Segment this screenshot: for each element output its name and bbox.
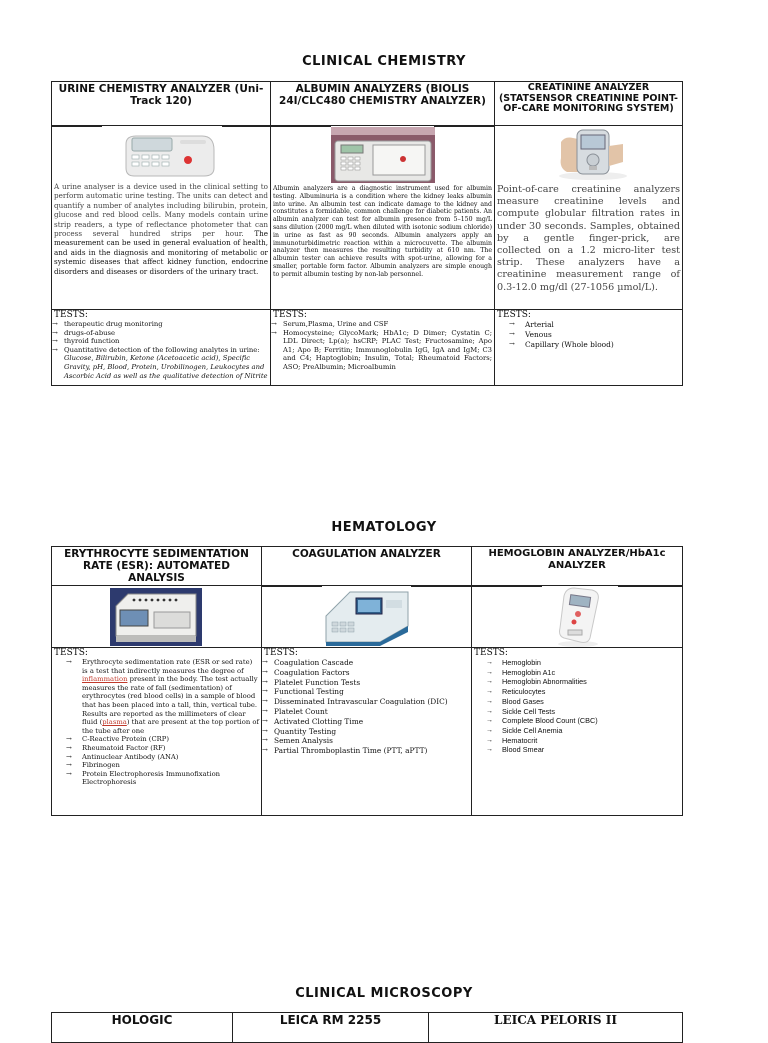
list-item: → Quantity Testing	[262, 727, 469, 737]
creatinine-analyzer-heading: CREATININE ANALYZER (STATSENSOR CREATININE POINT-OF-CARE MONITORING SYSTEM)	[498, 82, 679, 114]
coagulation-analyzer-image	[320, 586, 414, 646]
list-item: → Sickle Cell Anemia	[472, 726, 680, 736]
coagulation-tests-list	[262, 658, 471, 756]
header-cell-hologic	[52, 1013, 233, 1043]
esr-text-part3: ) that are present at the top portion of the tube after one	[82, 718, 259, 735]
list-item: → Venous	[495, 330, 680, 340]
section-title-hematology: HEMATOLOGY	[331, 520, 437, 535]
header-cell-creatinine-analyzer	[495, 82, 683, 126]
section-title-clinical-chemistry: CLINICAL CHEMISTRY	[302, 54, 466, 69]
hemoglobin-heading: HEMOGLOBIN ANALYZER/HbA1c ANALYZER	[488, 548, 666, 571]
albumin-analyzer-cell	[271, 126, 495, 310]
inflammation-link[interactable]: inflammation	[82, 675, 128, 684]
list-item: → Hemoglobin Abnormalities	[472, 677, 680, 687]
list-item: → Coagulation Factors	[262, 668, 469, 678]
header-cell-hemoglobin	[472, 547, 683, 586]
hologic-heading: HOLOGIC	[111, 1013, 173, 1027]
hemoglobin-tests-cell	[472, 648, 683, 816]
albumin-analyzer-description: Albumin analyzers are a diagnostic instrument used for albumin testing. Albuminuria is a condition where the kidney leaks albumin into urine. An albumin test can indicate damage to the kidney and constitutes a formidable, common challenge for diabetic patients. An albumin analyzer can test for albumin presence from 5–150 mg/L sans dilution (2000 mg/L when diluted with isotonic sodium chloride) in urine as fast as 90 seconds. Albumin analyzers apply an immunoturbidimetric reaction within a microcuvette. The albumin analyzer then measures the resulting turbidity at 610 nm. The albumin tester can achieve results with spot-urine, allowing for a smaller, portable form factor. Albumin analyzers are simple enough to permit albumin testing by non-lab personnel.	[273, 185, 492, 278]
clinical-chemistry-table	[51, 81, 683, 386]
list-item: → Homocysteine; GlycoMark; HbA1c; D Dimer; Cystatin C; LDL Direct; Lp(a); hsCRP; PLAC Test; Fructosamine; Apo A1; Apo B; Ferritin; Immunoglobulin IgG, IgA and IgM; C3 and C4; Haptoglobin; Insulin, Total; Rheumatoid Factors; ASO; PreAlbumin; Microalbumin	[271, 329, 492, 372]
urine-description-part-b: The measurement can be used in general evaluation of health, and aids in the diagnosis and monitoring of metabolic or systemic diseases that affect kidney function, endocrine disorders and diseases or disorders of the urinary tract.	[54, 229, 268, 276]
urine-analyzer-heading: URINE CHEMISTRY ANALYZER (Uni-Track 120)	[58, 83, 264, 107]
hematology-table	[51, 546, 683, 816]
creatinine-analyzer-description: Point-of-care creatinine analyzers measure creatinine levels and compute globular filtration rates in under 30 seconds. Samples, obtained by a gentle finger-prick, are collected on a 1.2 micro-liter test strip. These analyzers have a creatinine measurement range of 0.3-12.0 mg/dl (27-1056 µmol/L).	[497, 184, 680, 293]
section-title-clinical-microscopy: CLINICAL MICROSCOPY	[295, 986, 473, 1001]
list-item: → drugs-of-abuse	[52, 329, 268, 338]
urine-tests-list	[52, 320, 270, 380]
plasma-link[interactable]: plasma	[102, 718, 127, 727]
urine-analyzer-image	[122, 128, 216, 178]
hemoglobin-tests-label: TESTS:	[474, 648, 508, 658]
list-item: → Partial Thromboplastin Time (PTT, aPTT)	[262, 746, 469, 756]
albumin-analyzer-image	[331, 127, 435, 183]
list-item: → Blood Gases	[472, 697, 680, 707]
esr-tests-cell	[52, 648, 262, 816]
creatinine-analyzer-cell	[495, 126, 683, 310]
coagulation-image-cell	[262, 586, 472, 648]
esr-tests-label: TESTS:	[54, 648, 88, 658]
urine-analytes-list: Glucose, Bilirubin, Ketone (Acetoacetic acid), Specific Gravity, pH, Blood, Protein, Urobilinogen, Leukocytes and Ascorbic Acid as well as the qualitative detection of Nitrite	[64, 354, 268, 380]
urine-analytes-prefix: Quantitative detection of the following analytes in urine:	[64, 345, 260, 354]
list-item: → Complete Blood Count (CBC)	[472, 716, 680, 726]
list-item: → Functional Testing	[262, 687, 469, 697]
clinical-microscopy-table	[51, 1012, 683, 1043]
header-cell-esr	[52, 547, 262, 586]
list-item: → therapeutic drug monitoring	[52, 320, 268, 329]
list-item: → thyroid function	[52, 337, 268, 346]
list-item: → Serum,Plasma, Urine and CSF	[271, 320, 492, 329]
list-item: → Platelet Function Tests	[262, 678, 469, 688]
albumin-tests-cell	[271, 310, 495, 386]
list-item: → Activated Clotting Time	[262, 717, 469, 727]
list-item: → Reticulocytes	[472, 687, 680, 697]
leica-peloris-heading: LEICA PELORIS II	[494, 1013, 617, 1027]
esr-tests-list	[52, 658, 261, 787]
creatinine-analyzer-image	[553, 128, 633, 180]
esr-image-cell	[52, 586, 262, 648]
urine-analyzer-cell	[52, 126, 271, 310]
list-item	[52, 658, 259, 735]
list-item: → Rheumatoid Factor (RF)	[52, 744, 259, 753]
list-item: → Arterial	[495, 320, 680, 330]
urine-tests-cell	[52, 310, 271, 386]
creatinine-tests-cell	[495, 310, 683, 386]
list-item: → Platelet Count	[262, 707, 469, 717]
header-cell-coagulation	[262, 547, 472, 586]
list-item: → Hemoglobin	[472, 658, 680, 668]
esr-text-part2: present in the body. The test actually measures the rate of fall (sedimentation) of erythrocytes (red blood cells) in a sample of blood that has been placed into a tall, thin, vertical tube. Results are reported as the millimeters of clear fluid (	[82, 675, 258, 727]
coagulation-heading: COAGULATION ANALYZER	[292, 548, 441, 560]
coagulation-tests-cell	[262, 648, 472, 816]
list-item: → Semen Analysis	[262, 736, 469, 746]
coagulation-tests-label: TESTS:	[264, 648, 298, 658]
hemoglobin-tests-list	[472, 658, 682, 755]
list-item: → Fibrinogen	[52, 761, 259, 770]
list-item: → Blood Smear	[472, 745, 680, 755]
list-item: → Coagulation Cascade	[262, 658, 469, 668]
albumin-tests-list	[271, 320, 494, 372]
list-item: → Capillary (Whole blood)	[495, 340, 680, 350]
header-cell-leica-rm	[233, 1013, 429, 1043]
hemoglobin-image-cell	[472, 586, 683, 648]
esr-text-part1: Erythrocyte sedimentation rate (ESR or sed rate) is a test that indirectly measures the degree of	[82, 658, 253, 675]
list-item: → Hematocrit	[472, 736, 680, 746]
urine-description-part-a: A urine analyser is a device used in the clinical setting to perform automatic urine testing. The units can detect and quantify a number of analytes including bilirubin, protein, glucose and red blood cells. Many models contain urine strip readers, a type of reflectance photometer that can process several hundred strips per hour.	[54, 182, 268, 239]
creatinine-tests-list	[495, 320, 682, 349]
header-cell-leica-peloris	[429, 1013, 683, 1043]
esr-analyzer-image	[110, 588, 202, 646]
esr-heading: ERYTHROCYTE SEDIMENTATION RATE (ESR): AUTOMATED ANALYSIS	[64, 548, 249, 584]
urine-analyzer-description	[52, 182, 270, 276]
list-item: → Disseminated Intravascular Coagulation (DIC)	[262, 697, 469, 707]
list-item: → C-Reactive Protein (CRP)	[52, 735, 259, 744]
header-cell-urine-analyzer	[52, 82, 271, 126]
creatinine-tests-label: TESTS:	[497, 310, 531, 320]
leica-rm-heading: LEICA RM 2255	[279, 1013, 382, 1027]
albumin-tests-label: TESTS:	[273, 310, 307, 320]
albumin-analyzer-heading: ALBUMIN ANALYZERS (BIOLIS 24I/CLC480 CHEMISTRY ANALYZER)	[279, 83, 486, 107]
list-item	[52, 346, 268, 380]
hemoglobin-analyzer-image	[552, 586, 604, 648]
list-item: → Protein Electrophoresis Immunofixation Electrophoresis	[52, 770, 259, 787]
urine-tests-label: TESTS:	[54, 310, 88, 320]
list-item: → Hemoglobin A1c	[472, 668, 680, 678]
header-cell-albumin-analyzer	[271, 82, 495, 126]
list-item: → Antinuclear Antibody (ANA)	[52, 753, 259, 762]
list-item: → Sickle Cell Tests	[472, 707, 680, 717]
